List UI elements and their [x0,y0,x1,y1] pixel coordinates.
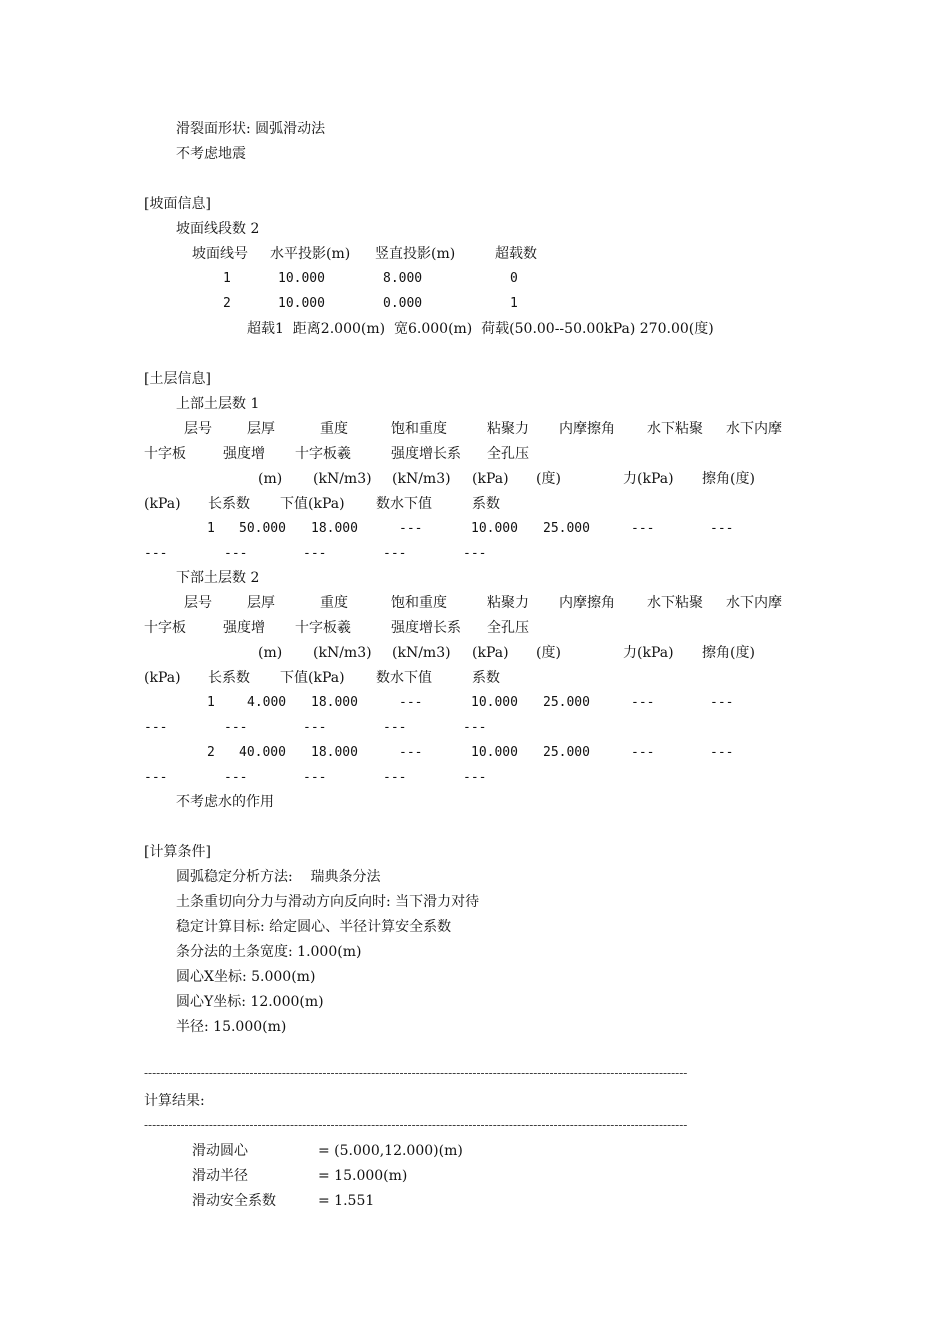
lower-row-1-sat: --- [399,695,423,710]
calc-method: 圆弧稳定分析方法: 瑞典条分法 [176,869,381,885]
lower-row-2-cont-4: --- [463,770,487,785]
soil-header2-pore: 全孔压 [487,620,529,636]
lower-row-1-cohesion: 10.000 [471,695,518,710]
lower-row-1-thickness: 4.000 [247,695,287,710]
soil-header2-inc: 强度增 [223,620,265,636]
soil-header-thickness: 层厚 [247,421,275,437]
result-safety-label: 滑动安全系数 [192,1193,276,1209]
soil2-unit-uw-value: 数水下值 [376,670,432,686]
lower-row-1-cont-2: --- [303,720,327,735]
soil2-unit-knm3: (kN/m3) [313,645,372,661]
lower-row-1-layer: 1 [207,695,215,710]
soil-unit-uw-value: 数水下值 [376,496,432,512]
no-earthquake-text: 不考虑地震 [176,146,246,162]
soil-header-layer: 层号 [184,421,212,437]
soil-header2-uw-friction: 水下内摩 [726,595,782,611]
results-divider-bottom: -------------------------------------------------------------------------------------------------------------------------------------- [144,1118,688,1132]
lower-row-2-cont-3: --- [383,770,407,785]
soil-unit-vane-kpa: (kPa) [144,496,181,512]
upper-soil-count: 上部土层数 1 [176,396,260,412]
calc-strip-width: 条分法的土条宽度: 1.000(m) [176,944,362,960]
slip-shape-text: 滑裂面形状: 圆弧滑动法 [176,121,326,137]
soil-unit-kpa: (kPa) [472,471,509,487]
soil-header-pore: 全孔压 [487,446,529,462]
lower-row-1-uw-cohesion: --- [631,695,655,710]
soil-unit-coef: 系数 [472,496,500,512]
soil-header-vane: 十字板 [144,446,186,462]
slope-header-vertical: 竖直投影(m) [375,246,456,262]
soil-unit-inc-coef: 长系数 [208,496,250,512]
calc-section-heading: [计算条件] [144,844,211,860]
lower-row-2-sat: --- [399,745,423,760]
lower-row-1-cont-3: --- [383,720,407,735]
calc-center-y: 圆心Y坐标: 12.000(m) [176,994,324,1010]
upper-row-1-layer: 1 [207,521,215,536]
soil-header-cohesion: 粘聚力 [487,421,529,437]
result-safety-value: = 1.551 [318,1193,375,1209]
slope-header-overload-count: 超载数 [495,246,537,262]
slope-row-2-no: 2 [223,296,231,311]
calc-target: 稳定计算目标: 给定圆心、半径计算安全系数 [176,919,452,935]
soil-header2-cohesion: 粘聚力 [487,595,529,611]
soil-unit-deg: (度) [536,471,561,487]
no-water-text: 不考虑水的作用 [176,794,274,810]
soil-header-inc: 强度增 [223,446,265,462]
soil-header2-sat-weight: 饱和重度 [391,595,447,611]
slope-segment-count: 坡面线段数 2 [176,221,260,237]
soil-section-heading: [土层信息] [144,371,211,387]
lower-row-2-cont-1: --- [224,770,248,785]
soil2-unit-uw-kpa: 力(kPa) [623,645,674,661]
upper-row-1-friction: 25.000 [543,521,590,536]
slope-row-1-overload: 0 [510,271,518,286]
soil2-unit-uw-deg: 擦角(度) [702,645,755,661]
slope-row-2-h: 10.000 [278,296,325,311]
slope-header-line-no: 坡面线号 [192,246,248,262]
result-center-value: = (5.000,12.000)(m) [318,1143,463,1159]
soil-header-vane2: 十字板羲 [295,446,351,462]
soil-unit-uw-kpa: 力(kPa) [623,471,674,487]
lower-row-1-cont-1: --- [224,720,248,735]
lower-row-1-friction: 25.000 [543,695,590,710]
upper-row-1-uw-cohesion: --- [631,521,655,536]
soil-header2-uw-cohesion: 水下粘聚 [647,595,703,611]
soil2-unit-inc-coef: 长系数 [208,670,250,686]
slope-section-heading: [坡面信息] [144,196,211,212]
upper-row-1-cont-4: --- [463,546,487,561]
upper-row-1-sat: --- [399,521,423,536]
soil-header2-layer: 层号 [184,595,212,611]
upper-row-1-uw-friction: --- [710,521,734,536]
result-radius-label: 滑动半径 [192,1168,248,1184]
soil-header-inc-coef: 强度增长系 [391,446,461,462]
soil-unit-m: (m) [258,471,283,487]
soil2-unit-m: (m) [258,645,283,661]
upper-row-1-thickness: 50.000 [239,521,286,536]
lower-row-2-cont-0: --- [144,770,168,785]
upper-row-1-cohesion: 10.000 [471,521,518,536]
lower-row-1-cont-4: --- [463,720,487,735]
slope-row-1-h: 10.000 [278,271,325,286]
lower-row-2-thickness: 40.000 [239,745,286,760]
slope-header-horizontal: 水平投影(m) [270,246,351,262]
upper-row-1-cont-2: --- [303,546,327,561]
slope-row-1-no: 1 [223,271,231,286]
lower-row-2-cohesion: 10.000 [471,745,518,760]
soil-header-sat-weight: 饱和重度 [391,421,447,437]
soil-header-uw-cohesion: 水下粘聚 [647,421,703,437]
soil-unit-knm3-sat: (kN/m3) [392,471,451,487]
slope-row-1-v: 8.000 [383,271,423,286]
calc-radius: 半径: 15.000(m) [176,1019,287,1035]
soil-header2-inc-coef: 强度增长系 [391,620,461,636]
calc-center-x: 圆心X坐标: 5.000(m) [176,969,316,985]
lower-row-1-weight: 18.000 [311,695,358,710]
lower-row-2-uw-cohesion: --- [631,745,655,760]
soil-header2-vane2: 十字板羲 [295,620,351,636]
calc-tangential: 土条重切向分力与滑动方向反向时: 当下滑力对待 [176,894,480,910]
soil-header2-thickness: 层厚 [247,595,275,611]
soil-header-uw-friction: 水下内摩 [726,421,782,437]
soil-header-weight: 重度 [320,421,348,437]
results-divider-top: -------------------------------------------------------------------------------------------------------------------------------------- [144,1066,688,1080]
lower-row-2-uw-friction: --- [710,745,734,760]
upper-row-1-cont-1: --- [224,546,248,561]
slope-row-2-v: 0.000 [383,296,423,311]
soil2-unit-deg: (度) [536,645,561,661]
lower-row-2-layer: 2 [207,745,215,760]
soil-header2-vane: 十字板 [144,620,186,636]
soil-unit-knm3: (kN/m3) [313,471,372,487]
soil2-unit-lower-kpa: 下值(kPa) [280,670,345,686]
results-title: 计算结果: [144,1093,205,1109]
soil-header2-friction: 内摩擦角 [559,595,615,611]
result-radius-value: = 15.000(m) [318,1168,408,1184]
soil2-unit-coef: 系数 [472,670,500,686]
lower-row-1-cont-0: --- [144,720,168,735]
soil-unit-lower-kpa: 下值(kPa) [280,496,345,512]
upper-row-1-cont-3: --- [383,546,407,561]
overload-detail: 超载1 距离2.000(m) 宽6.000(m) 荷载(50.00--50.00kPa) 270.00(度) [247,321,714,337]
soil-header2-weight: 重度 [320,595,348,611]
lower-soil-count: 下部土层数 2 [176,570,260,586]
lower-row-1-uw-friction: --- [710,695,734,710]
lower-row-2-weight: 18.000 [311,745,358,760]
soil2-unit-knm3-sat: (kN/m3) [392,645,451,661]
soil2-unit-kpa: (kPa) [472,645,509,661]
lower-row-2-cont-2: --- [303,770,327,785]
soil-unit-uw-deg: 擦角(度) [702,471,755,487]
soil2-unit-vane-kpa: (kPa) [144,670,181,686]
soil-header-friction: 内摩擦角 [559,421,615,437]
lower-row-2-friction: 25.000 [543,745,590,760]
result-center-label: 滑动圆心 [192,1143,248,1159]
slope-row-2-overload: 1 [510,296,518,311]
upper-row-1-weight: 18.000 [311,521,358,536]
upper-row-1-cont-0: --- [144,546,168,561]
